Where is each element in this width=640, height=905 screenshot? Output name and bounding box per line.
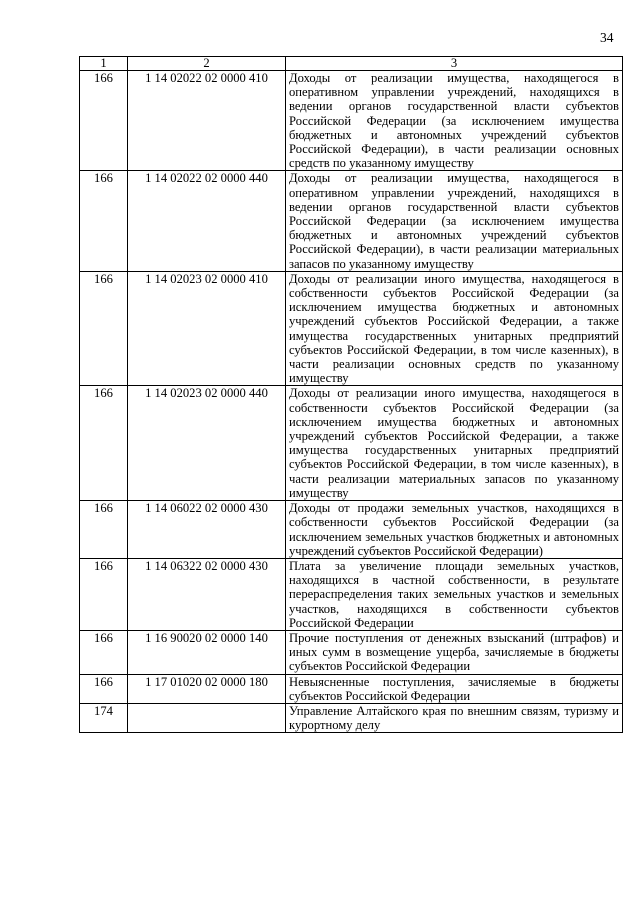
page-number: 34 <box>600 30 614 45</box>
table-row <box>80 171 623 271</box>
table-row <box>80 386 623 501</box>
description-cell: Доходы от реализации иного имущества, находящегося в собственности субъектов Российской Федерации (за исключением имущества бюджетных и автономных учреждений субъектов Российской Федерации, а также имущества государственных унитарных предприятий субъектов Российской Федерации, в том числе казенных), в части реализации основных средств по указанному имуществу <box>286 271 623 386</box>
admin-code-cell: 166 <box>80 674 128 703</box>
budget-code-cell: 1 17 01020 02 0000 180 <box>128 674 286 703</box>
budget-code-cell: 1 14 02023 02 0000 410 <box>128 271 286 386</box>
header-col-3: 3 <box>286 57 623 71</box>
table-row <box>80 703 623 732</box>
admin-code-cell: 166 <box>80 171 128 271</box>
description-cell: Доходы от реализации имущества, находящегося в оперативном управлении учреждений, находящихся в ведении органов государственной власти субъектов Российской Федерации (за исключением имущества бюджетных и автономных учреждений субъектов Российской Федерации), в части реализации основных средств по указанному имуществу <box>286 71 623 171</box>
table-row <box>80 71 623 171</box>
table-row <box>80 630 623 674</box>
budget-code-cell <box>128 703 286 732</box>
table-row <box>80 501 623 559</box>
description-cell: Управление Алтайского края по внешним связям, туризму и курортному делу <box>286 703 623 732</box>
header-col-1: 1 <box>80 57 128 71</box>
budget-code-cell: 1 14 02022 02 0000 440 <box>128 171 286 271</box>
table-row <box>80 271 623 386</box>
budget-code-cell: 1 14 06322 02 0000 430 <box>128 558 286 630</box>
description-cell: Доходы от реализации имущества, находящегося в оперативном управлении учреждений, находящихся в ведении органов государственной власти субъектов Российской Федерации (за исключением имущества бюджетных и автономных учреждений субъектов Российской Федерации), в части реализации материальных запасов по указанному имуществу <box>286 171 623 271</box>
description-cell: Доходы от продажи земельных участков, находящихся в собственности субъектов Российской Федерации (за исключением земельных участков бюджетных и автономных учреждений субъектов Российской Федерации) <box>286 501 623 559</box>
admin-code-cell: 166 <box>80 386 128 501</box>
description-cell: Прочие поступления от денежных взысканий (штрафов) и иных сумм в возмещение ущерба, зачисляемые в бюджеты субъектов Российской Федерации <box>286 630 623 674</box>
admin-code-cell: 174 <box>80 703 128 732</box>
budget-code-cell: 1 14 02023 02 0000 440 <box>128 386 286 501</box>
revenue-codes-table <box>79 56 623 733</box>
admin-code-cell: 166 <box>80 630 128 674</box>
description-cell: Доходы от реализации иного имущества, находящегося в собственности субъектов Российской Федерации (за исключением имущества бюджетных и автономных учреждений субъектов Российской Федерации, а также имущества государственных унитарных предприятий субъектов Российской Федерации, в том числе казенных), в части реализации материальных запасов по указанному имуществу <box>286 386 623 501</box>
table-row <box>80 674 623 703</box>
description-cell: Невыясненные поступления, зачисляемые в бюджеты субъектов Российской Федерации <box>286 674 623 703</box>
header-col-2: 2 <box>128 57 286 71</box>
admin-code-cell: 166 <box>80 71 128 171</box>
description-cell: Плата за увеличение площади земельных участков, находящихся в частной собственности, в результате перераспределения таких земельных участков и земельных участков, находящихся в собственности субъектов Российской Федерации <box>286 558 623 630</box>
table-row <box>80 558 623 630</box>
budget-code-cell: 1 14 02022 02 0000 410 <box>128 71 286 171</box>
table-header-row <box>80 57 623 71</box>
admin-code-cell: 166 <box>80 271 128 386</box>
admin-code-cell: 166 <box>80 558 128 630</box>
admin-code-cell: 166 <box>80 501 128 559</box>
budget-code-cell: 1 16 90020 02 0000 140 <box>128 630 286 674</box>
budget-code-cell: 1 14 06022 02 0000 430 <box>128 501 286 559</box>
